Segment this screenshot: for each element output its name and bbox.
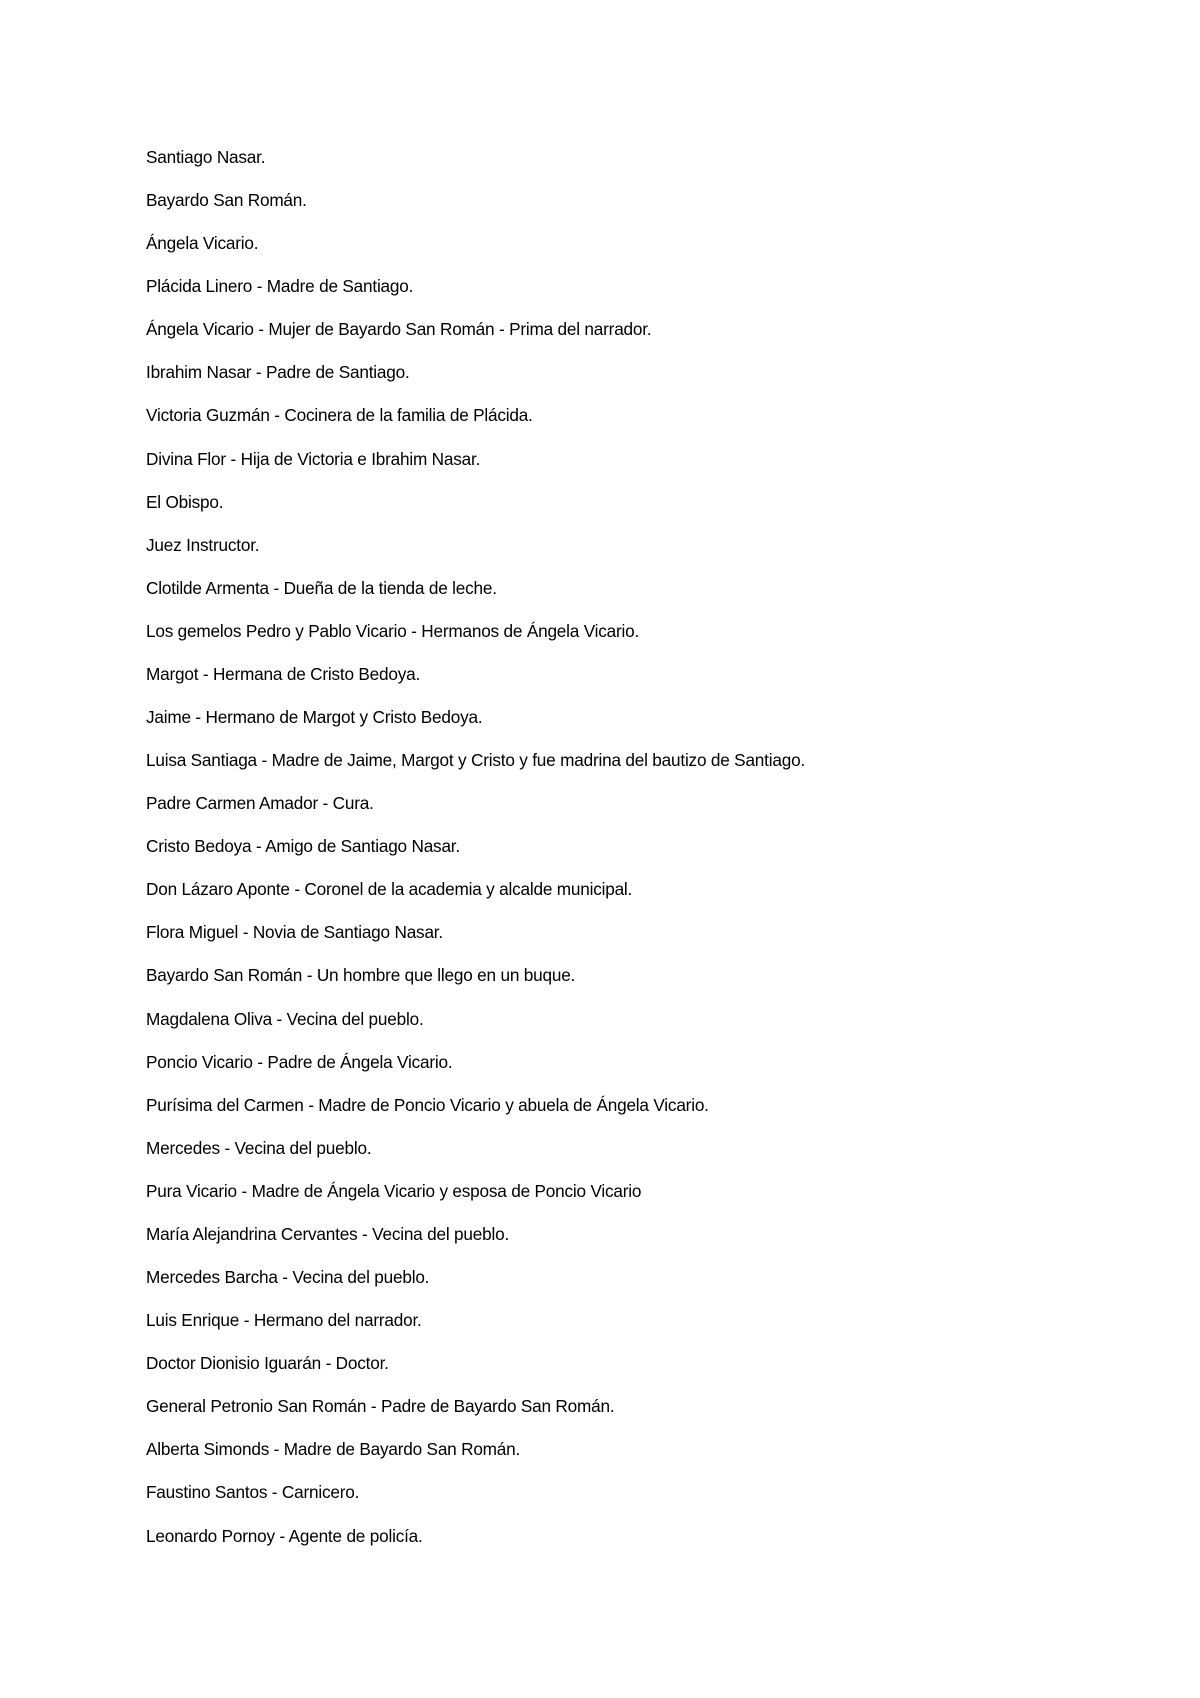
character-line: Bayardo San Román - Un hombre que llego en un buque. bbox=[146, 965, 576, 986]
character-line: Santiago Nasar. bbox=[146, 147, 266, 167]
character-line: Divina Flor - Hija de Victoria e Ibrahim Nasar. bbox=[146, 448, 481, 469]
character-line: Jaime - Hermano de Margot y Cristo Bedoya. bbox=[146, 707, 483, 728]
character-line: Magdalena Oliva - Vecina del pueblo. bbox=[146, 1008, 424, 1029]
character-line: Flora Miguel - Novia de Santiago Nasar. bbox=[146, 922, 443, 943]
character-line: Luisa Santiaga - Madre de Jaime, Margot y Cristo y fue madrina del bautizo de Santiago. bbox=[146, 750, 806, 771]
character-line: Purísima del Carmen - Madre de Poncio Vicario y abuela de Ángela Vicario. bbox=[146, 1094, 709, 1115]
character-line: Bayardo San Román. bbox=[146, 190, 307, 211]
character-line: Ángela Vicario - Mujer de Bayardo San Román - Prima del narrador. bbox=[146, 319, 652, 340]
character-line: Padre Carmen Amador - Cura. bbox=[146, 793, 374, 814]
character-line: Faustino Santos - Carnicero. bbox=[146, 1482, 360, 1503]
character-line: Mercedes - Vecina del pueblo. bbox=[146, 1137, 372, 1158]
character-line: María Alejandrina Cervantes - Vecina del pueblo. bbox=[146, 1223, 510, 1244]
character-line: Ángela Vicario. bbox=[146, 233, 259, 254]
character-line: Plácida Linero - Madre de Santiago. bbox=[146, 276, 414, 297]
character-list bbox=[146, 146, 1146, 1568]
character-line: Pura Vicario - Madre de Ángela Vicario y esposa de Poncio Vicario bbox=[146, 1180, 642, 1201]
character-line: Ibrahim Nasar - Padre de Santiago. bbox=[146, 362, 410, 383]
character-line: Los gemelos Pedro y Pablo Vicario - Hermanos de Ángela Vicario. bbox=[146, 620, 640, 641]
character-line: Luis Enrique - Hermano del narrador. bbox=[146, 1310, 422, 1331]
character-line: Victoria Guzmán - Cocinera de la familia de Plácida. bbox=[146, 405, 533, 426]
character-line: Clotilde Armenta - Dueña de la tienda de leche. bbox=[146, 577, 497, 598]
character-line: Don Lázaro Aponte - Coronel de la academia y alcalde municipal. bbox=[146, 879, 633, 900]
character-line: Mercedes Barcha - Vecina del pueblo. bbox=[146, 1267, 430, 1288]
character-line: Margot - Hermana de Cristo Bedoya. bbox=[146, 663, 421, 684]
character-line: El Obispo. bbox=[146, 491, 224, 512]
character-line: Alberta Simonds - Madre de Bayardo San Román. bbox=[146, 1439, 521, 1460]
character-line: Juez Instructor. bbox=[146, 534, 260, 555]
character-line: Doctor Dionisio Iguarán - Doctor. bbox=[146, 1353, 389, 1374]
character-line: Poncio Vicario - Padre de Ángela Vicario. bbox=[146, 1051, 453, 1072]
character-line: General Petronio San Román - Padre de Bayardo San Román. bbox=[146, 1396, 615, 1417]
character-line: Cristo Bedoya - Amigo de Santiago Nasar. bbox=[146, 836, 460, 857]
character-line: Leonardo Pornoy - Agente de policía. bbox=[146, 1525, 423, 1546]
